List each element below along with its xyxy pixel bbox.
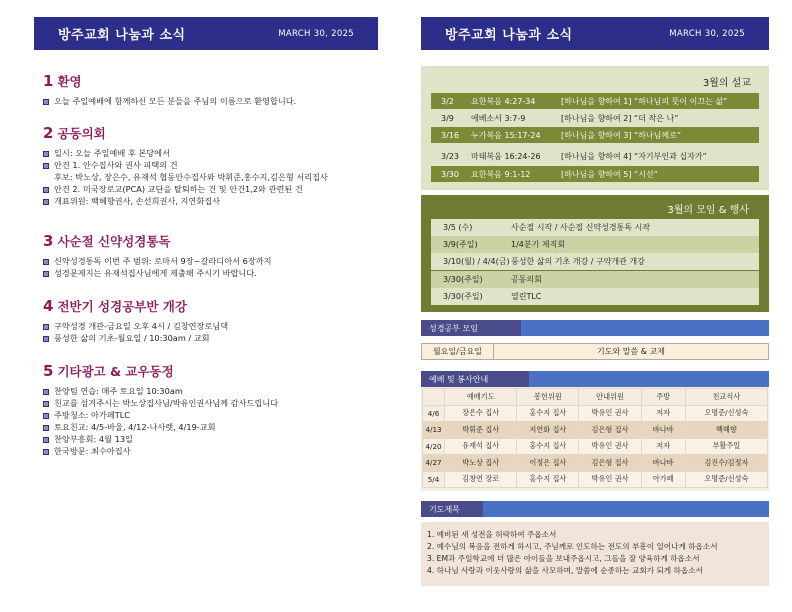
duty-label: 예배 및 봉사안내 <box>421 371 529 387</box>
bullet-square-icon <box>43 389 49 395</box>
sermon-title-text: [하나님을 향하여 3] “하나님께로” <box>561 130 681 140</box>
duty-cell: 유재석 집사 <box>445 438 517 455</box>
duty-header-cell <box>423 389 445 406</box>
item-text: 안건 1. 안수집사와 권사 피택의 건 <box>54 160 178 170</box>
bullet-square-icon <box>43 199 49 205</box>
duty-cell: 박휘준 집사 <box>445 422 517 439</box>
item-text: 친교를 섬겨주시는 박노상집사님/박유인권사님께 감사드립니다 <box>54 398 279 408</box>
bullet-square-icon <box>43 425 49 431</box>
section-title: 기타광고 & 교우동정 <box>57 364 174 379</box>
item-text: 한국방문: 최수아집사 <box>54 446 131 456</box>
bullet-square-icon <box>43 449 49 455</box>
duty-date: 4/27 <box>423 455 445 472</box>
prayer-item: 2. 예수님의 복음을 전하게 하시고, 주님께로 인도하는 전도의 부흥이 일어나게 하옵소서 <box>427 542 718 551</box>
sermon-row <box>431 148 759 164</box>
bullet-square-icon <box>43 437 49 443</box>
sermon-panel <box>421 66 769 190</box>
announcement-item <box>43 320 383 332</box>
duty-cell: 아가페 <box>641 471 685 488</box>
announcement-section <box>43 124 383 207</box>
section-title: 공동의회 <box>57 126 106 141</box>
section-number: 1 <box>43 72 54 90</box>
duty-cell: 김은형 집사 <box>579 455 641 472</box>
bullet-square-icon <box>43 271 49 277</box>
announcement-item <box>43 95 383 107</box>
duty-date: 4/13 <box>423 422 445 439</box>
duty-cell: 저자 <box>641 405 685 422</box>
prayer-label: 기도제목 <box>421 501 483 517</box>
bullet-square-icon <box>43 413 49 419</box>
sermon-title-text: [하나님을 향하여 1] “하나님의 뜻이 이끄는 삶” <box>561 96 728 106</box>
section-heading <box>43 72 383 90</box>
section-number: 3 <box>43 232 54 250</box>
bar-stripe <box>521 320 769 336</box>
sermon-title-text: [하나님을 향하여 5] “시선” <box>561 169 658 179</box>
announcement-item <box>43 267 383 279</box>
event-date: 3/9(주일) <box>443 240 478 249</box>
sermon-ref: 누가복음 15:17-24 <box>471 130 541 140</box>
sermon-date: 3/23 <box>441 151 459 161</box>
duty-cell: 박유인 권사 <box>579 471 641 488</box>
duty-cell: 저자 <box>641 438 685 455</box>
duty-cell: 백혜향 <box>685 422 767 439</box>
section-title: 전반기 성경공부반 개강 <box>57 299 187 314</box>
sermon-title: 3월의 설교 <box>702 78 751 89</box>
bullet-square-icon <box>43 163 49 169</box>
event-date: 3/30(주일) <box>443 275 483 284</box>
duty-cell: 이정은 집사 <box>517 455 579 472</box>
sermon-title-text: [하나님을 향하여 4] “자기부인과 십자가” <box>561 151 707 161</box>
sermon-date: 3/30 <box>441 169 459 179</box>
bullet-square-icon <box>43 401 49 407</box>
section-heading <box>43 297 383 315</box>
duty-cell: 홍수지 집사 <box>517 471 579 488</box>
sermon-ref: 마태복음 16:24-26 <box>471 151 541 161</box>
study-day: 월요일/금요일 <box>422 344 494 359</box>
item-text: 오늘 주일예배에 함께하신 모든 분들을 주님의 이름으로 환영합니다. <box>54 96 297 106</box>
sermon-ref: 요한복음 4:27-34 <box>471 96 536 106</box>
announcement-section <box>43 72 383 107</box>
duty-cell: 부활주일 <box>685 438 767 455</box>
bulletin-title: 방주교회 나눔과 소식 <box>445 28 573 43</box>
item-text: 토요친교: 4/5-바울, 4/12-나사렛, 4/19-교회 <box>54 422 216 432</box>
sermon-row <box>431 127 759 143</box>
item-text: 일시: 오늘 주일예배 후 본당에서 <box>54 148 170 158</box>
duty-cell: 오명준/신성숙 <box>685 405 767 422</box>
sermon-ref: 에베소서 3:7-9 <box>471 113 526 123</box>
item-text: 찬양팀 연습: 매주 토요일 10:30am <box>54 386 183 396</box>
announcement-item <box>43 255 383 267</box>
duty-table <box>422 388 768 488</box>
announcement-item <box>43 171 383 183</box>
duty-table-wrap <box>421 387 769 491</box>
bullet-square-icon <box>43 187 49 193</box>
sermon-date: 3/2 <box>441 96 454 106</box>
event-row <box>431 236 759 253</box>
sermon-date: 3/16 <box>441 130 459 140</box>
sermon-date: 3/9 <box>441 113 454 123</box>
duty-bar <box>421 371 769 387</box>
duty-cell: 김진수/김정자 <box>685 455 767 472</box>
event-desc: 공동의회 <box>511 275 542 284</box>
duty-cell: 홍수지 집사 <box>517 405 579 422</box>
event-date: 3/30(주일) <box>443 292 483 301</box>
item-text: 개표위원: 백혜향권사, 손선희권사, 지연화집사 <box>54 196 221 206</box>
header-right <box>421 17 769 50</box>
header-left <box>34 17 378 50</box>
announcement-section <box>43 297 383 344</box>
item-text: 구약성경 개관-금요일 오후 4시 / 김창연장로님댁 <box>54 321 229 331</box>
study-desc: 기도와 말씀 & 교제 <box>597 347 665 356</box>
section-title: 환영 <box>57 74 82 89</box>
duty-header-cell: 친교식사 <box>685 389 767 406</box>
bulletin-title: 방주교회 나눔과 소식 <box>58 28 186 43</box>
item-text: 주방청소: 아가페TLC <box>54 410 131 420</box>
bar-stripe <box>483 501 769 517</box>
event-desc: 1/4분기 제직회 <box>511 240 566 249</box>
bulletin-date: MARCH 30, 2025 <box>278 28 354 39</box>
prayer-item: 1. 예비된 새 성전을 허락하여 주옵소서 <box>427 530 557 539</box>
duty-header-cell: 예배기도 <box>445 389 517 406</box>
duty-cell: 김은형 집사 <box>579 422 641 439</box>
event-desc: 열린TLC <box>511 292 542 301</box>
section-number: 5 <box>43 362 54 380</box>
duty-cell: 박유인 권사 <box>579 405 641 422</box>
duty-row <box>423 405 768 422</box>
duty-row <box>423 471 768 488</box>
events-panel <box>421 195 769 312</box>
duty-cell: 박유인 권사 <box>579 438 641 455</box>
duty-header-cell: 안내위원 <box>579 389 641 406</box>
sermon-row <box>431 93 759 109</box>
duty-cell: 김창연 장로 <box>445 471 517 488</box>
bullet-square-icon <box>43 259 49 265</box>
section-heading <box>43 232 383 250</box>
event-row <box>431 271 759 288</box>
announcement-item <box>43 183 383 195</box>
item-text: 신약성경통독 이번 주 범위: 로마서 9장~갈라디아서 6장까지 <box>54 256 272 266</box>
bulletin-date: MARCH 30, 2025 <box>669 28 745 39</box>
event-date: 3/10(월) / 4/4(금) <box>443 257 510 266</box>
announcement-item <box>43 445 383 457</box>
event-row <box>431 219 759 236</box>
prayer-bar <box>421 501 769 517</box>
event-date: 3/5 (수) <box>443 223 473 232</box>
section-heading <box>43 124 383 142</box>
duty-date: 4/20 <box>423 438 445 455</box>
sermon-row <box>431 110 759 126</box>
duty-cell: 홍수지 집사 <box>517 438 579 455</box>
duty-row <box>423 438 768 455</box>
announcement-item <box>43 195 383 207</box>
announcement-item <box>43 147 383 159</box>
announcement-item <box>43 421 383 433</box>
prayer-list <box>421 522 769 586</box>
duty-cell: 오명준/신성숙 <box>685 471 767 488</box>
item-text: 찬양부흥회: 4월 13일 <box>54 434 133 444</box>
duty-cell: 장은수 집사 <box>445 405 517 422</box>
sermon-row <box>431 166 759 182</box>
study-label: 성경공부 모임 <box>421 320 521 336</box>
announcement-item <box>43 409 383 421</box>
announcement-item <box>43 332 383 344</box>
announcement-item <box>43 433 383 445</box>
section-number: 4 <box>43 297 54 315</box>
study-row <box>421 343 769 360</box>
section-number: 2 <box>43 124 54 142</box>
item-text: 안건 2. 미국장로교(PCA) 교단을 탈퇴하는 건 및 안건1,2와 관련된 건 <box>54 184 303 194</box>
event-row <box>431 288 759 305</box>
bar-stripe <box>529 371 769 387</box>
bullet-square-icon <box>43 336 49 342</box>
duty-row <box>423 422 768 439</box>
duty-date: 5/4 <box>423 471 445 488</box>
event-desc: 풍성한 삶의 기초 개강 / 구약개관 개강 <box>511 257 645 266</box>
events-title: 3월의 모임 & 행사 <box>667 205 749 216</box>
duty-header-cell: 봉헌위원 <box>517 389 579 406</box>
study-bar <box>421 320 769 336</box>
sermon-ref: 요한복음 9:1-12 <box>471 169 531 179</box>
sermon-title-text: [하나님을 향하여 2] “더 작은 나” <box>561 113 679 123</box>
bullet-square-icon <box>43 99 49 105</box>
item-text: 후보: 박노상, 장은수, 유재석 협동안수집사와 박휘준,홍수지,김은형 서리집사 <box>54 172 328 182</box>
announcement-item <box>43 159 383 171</box>
section-title: 사순절 신약성경통독 <box>57 234 171 249</box>
duty-date: 4/6 <box>423 405 445 422</box>
bullet-square-icon <box>43 324 49 330</box>
announcement-item <box>43 385 383 397</box>
duty-row <box>423 455 768 472</box>
announcement-section <box>43 362 383 457</box>
event-desc: 사순절 시작 / 사순절 신약성경통독 시작 <box>511 223 651 232</box>
prayer-item: 3. EM과 주일학교에 더 많은 아이들을 보내주옵시고, 그들을 잘 양육하게 하옵소서 <box>427 554 700 563</box>
item-text: 풍성한 삶의 기초-월요일 / 10:30am / 교회 <box>54 333 210 343</box>
duty-cell: 박노상 집사 <box>445 455 517 472</box>
item-text: 성경문제지는 유재석집사님에게 제출해 주시기 바랍니다. <box>54 268 257 278</box>
duty-cell: 바나바 <box>641 455 685 472</box>
prayer-item: 4. 하나님 사랑과 이웃사랑의 삶을 사모하며, 말씀에 순종하는 교회가 되게 하옵소서 <box>427 566 703 575</box>
section-heading <box>43 362 383 380</box>
bullet-square-icon <box>43 151 49 157</box>
duty-header-cell: 주방 <box>641 389 685 406</box>
duty-cell: 바나바 <box>641 422 685 439</box>
announcement-item <box>43 397 383 409</box>
duty-cell: 지연화 집사 <box>517 422 579 439</box>
event-row <box>431 253 759 270</box>
announcement-section <box>43 232 383 279</box>
